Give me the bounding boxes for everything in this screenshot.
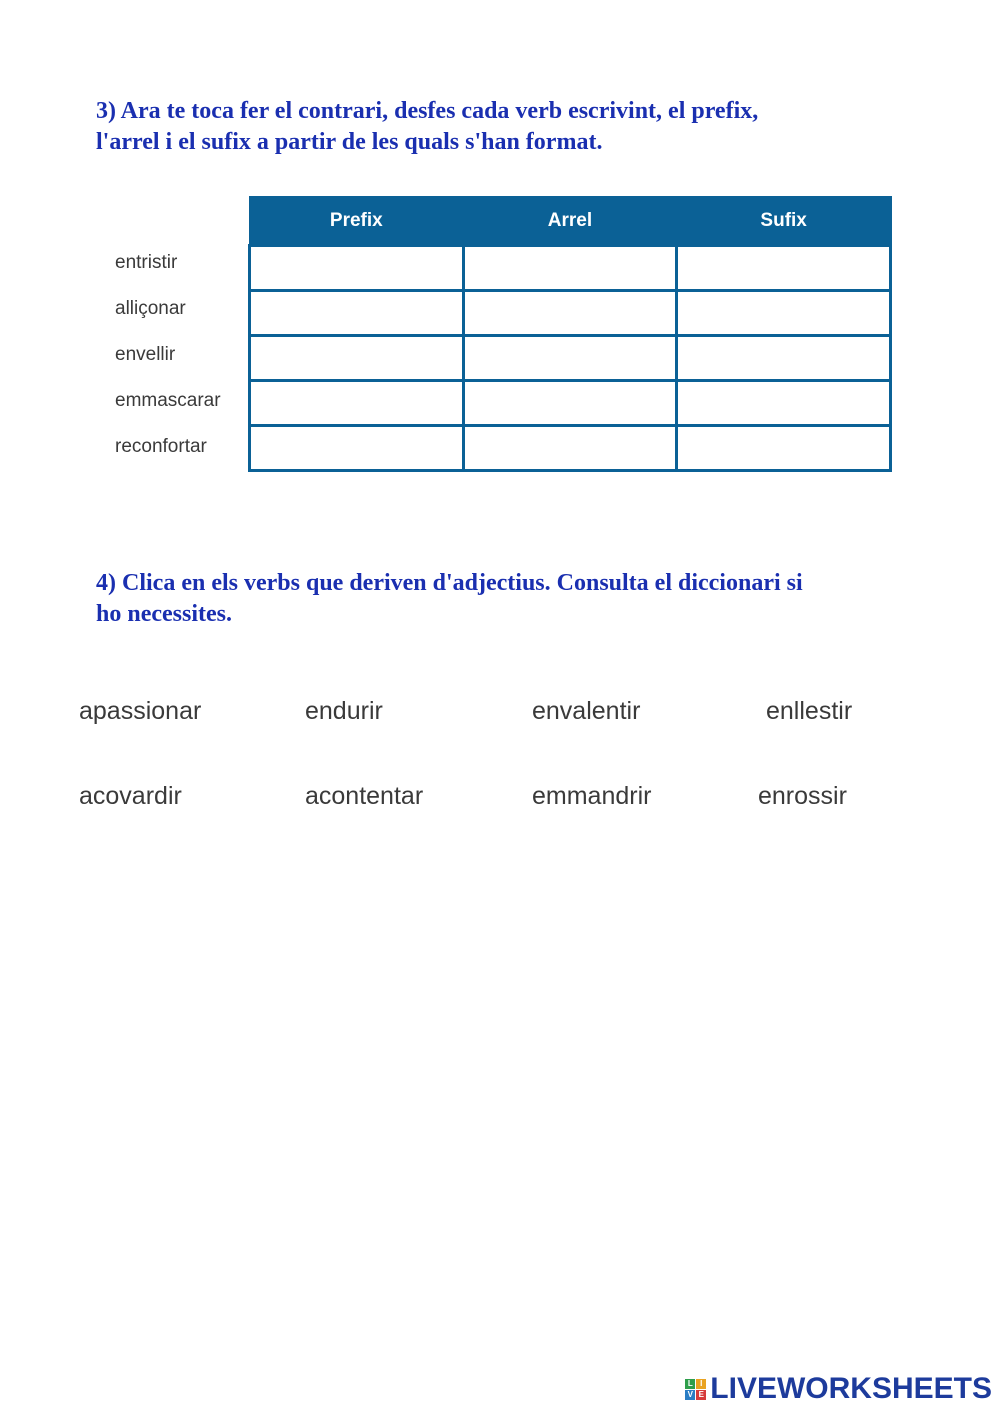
sufix-input-emmascarar[interactable]: [678, 382, 889, 424]
prefix-input-emmascarar[interactable]: [251, 382, 462, 424]
column-header-prefix: Prefix: [250, 197, 464, 246]
answer-cell[interactable]: [250, 246, 464, 291]
prefix-input-allicionar[interactable]: [251, 292, 462, 334]
row-label-allicionar: alliçonar: [115, 298, 186, 319]
answer-cell[interactable]: [677, 336, 891, 381]
sufix-input-reconfortar[interactable]: [678, 427, 889, 469]
logo-letter: E: [696, 1390, 706, 1400]
sufix-input-allicionar[interactable]: [678, 292, 889, 334]
exercise-4-heading-line2: ho necessites.: [96, 601, 232, 627]
exercise-4-heading: [96, 568, 916, 630]
row-label-entristir: entristir: [115, 252, 178, 273]
arrel-input-allicionar[interactable]: [465, 292, 676, 334]
table-row: [250, 291, 891, 336]
answer-cell[interactable]: [677, 246, 891, 291]
exercise-3-heading-line2: l'arrel i el sufix a partir de les quals s'han format.: [96, 129, 603, 155]
verb-option-acontentar[interactable]: acontentar: [305, 782, 424, 810]
liveworksheets-mark-icon: [685, 1379, 706, 1400]
arrel-input-reconfortar[interactable]: [465, 427, 676, 469]
table-row: [250, 381, 891, 426]
table-row: [250, 336, 891, 381]
answer-cell[interactable]: [677, 381, 891, 426]
answer-cell[interactable]: [463, 291, 677, 336]
row-label-envellir: envellir: [115, 344, 176, 365]
brand-name: LIVEWORKSHEETS: [710, 1372, 992, 1405]
row-label-reconfortar: reconfortar: [115, 436, 207, 457]
column-header-sufix: Sufix: [677, 197, 891, 246]
logo-letter: L: [685, 1379, 695, 1389]
morphology-table: [248, 196, 892, 472]
verb-option-acovardir[interactable]: acovardir: [79, 782, 182, 810]
table-row: [250, 426, 891, 471]
logo-letter: I: [696, 1379, 706, 1389]
exercise-3-heading: [96, 96, 886, 158]
answer-cell[interactable]: [463, 381, 677, 426]
column-header-arrel: Arrel: [463, 197, 677, 246]
answer-cell[interactable]: [250, 336, 464, 381]
verb-option-endurir[interactable]: endurir: [305, 697, 383, 725]
table-row: [250, 246, 891, 291]
verb-option-enrossir[interactable]: enrossir: [758, 782, 847, 810]
arrel-input-envellir[interactable]: [465, 337, 676, 379]
table-header-row: [250, 197, 891, 246]
verb-option-envalentir[interactable]: envalentir: [532, 697, 641, 725]
answer-cell[interactable]: [677, 426, 891, 471]
liveworksheets-logo: [685, 1373, 992, 1405]
exercise-3-heading-line1: 3) Ara te toca fer el contrari, desfes cada verb escrivint, el prefix,: [96, 98, 759, 124]
arrel-input-entristir[interactable]: [465, 247, 676, 289]
answer-cell[interactable]: [250, 426, 464, 471]
logo-letter: V: [685, 1390, 695, 1400]
verb-option-enllestir[interactable]: enllestir: [766, 697, 853, 725]
answer-cell[interactable]: [463, 336, 677, 381]
answer-cell[interactable]: [250, 291, 464, 336]
answer-cell[interactable]: [463, 246, 677, 291]
answer-cell[interactable]: [250, 381, 464, 426]
verb-option-apassionar[interactable]: apassionar: [79, 697, 202, 725]
row-label-emmascarar: emmascarar: [115, 390, 221, 411]
sufix-input-envellir[interactable]: [678, 337, 889, 379]
exercise-4-heading-line1: 4) Clica en els verbs que deriven d'adjectius. Consulta el diccionari si: [96, 570, 803, 596]
prefix-input-reconfortar[interactable]: [251, 427, 462, 469]
answer-cell[interactable]: [463, 426, 677, 471]
sufix-input-entristir[interactable]: [678, 247, 889, 289]
verb-option-emmandrir[interactable]: emmandrir: [532, 782, 652, 810]
prefix-input-envellir[interactable]: [251, 337, 462, 379]
answer-cell[interactable]: [677, 291, 891, 336]
arrel-input-emmascarar[interactable]: [465, 382, 676, 424]
prefix-input-entristir[interactable]: [251, 247, 462, 289]
